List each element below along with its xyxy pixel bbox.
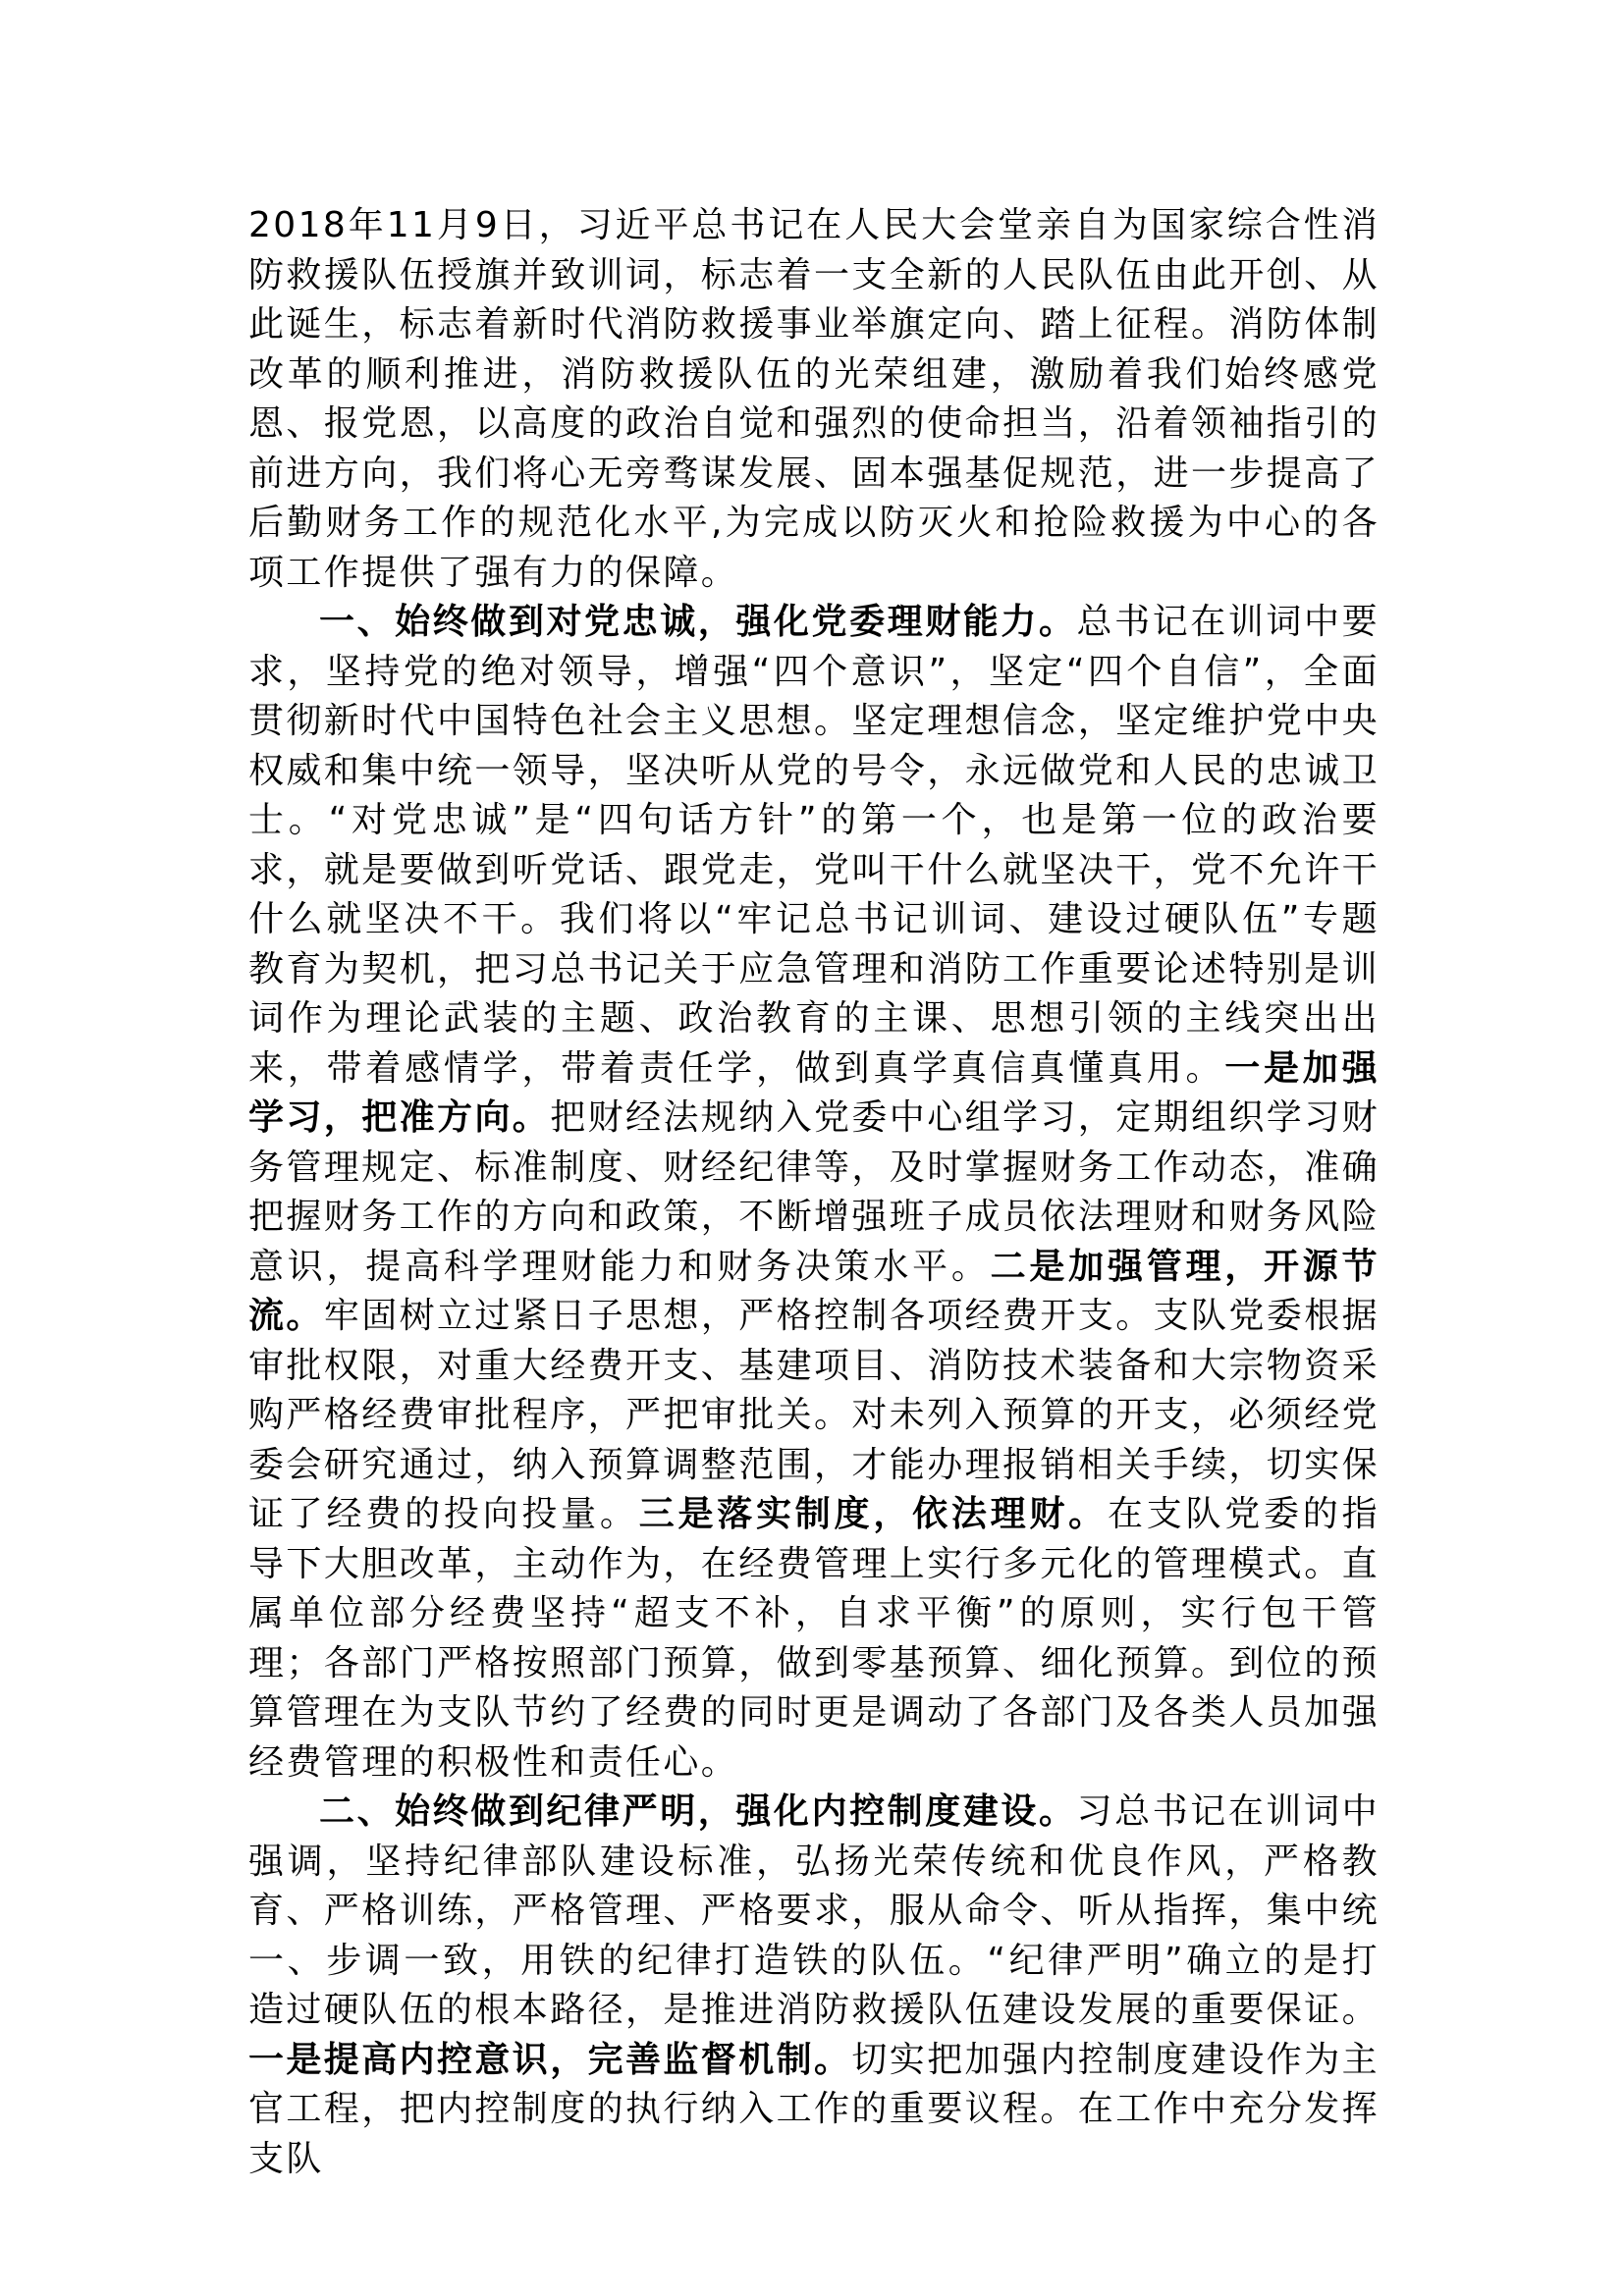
text-run: 把财经法规纳入党委中心组学习，定期组织学习财务管理规定、标准制度、财经纪律等，及时掌握财务工作动态，准确把握财务工作的方向和政策，不断增强班子成员依法理财和财务风险意识，提高科学理财能力和财务决策水平。 xyxy=(248,1097,1380,1287)
subpoint-heading: 三是落实制度，依法理财。 xyxy=(638,1494,1108,1534)
section-heading: 二、始终做到纪律严明，强化内控制度建设。 xyxy=(319,1791,1077,1832)
section-heading: 一、始终做到对党忠诚，强化党委理财能力。 xyxy=(319,602,1077,642)
text-run: 总书记在训词中要求，坚持党的绝对领导，增强“四个意识”，坚定“四个自信”，全面贯彻新时代中国特色社会主义思想。坚定理想信念，坚定维护党中央权威和集中统一领导，坚决听从党的号令，永远做党和人民的忠诚卫士。“对党忠诚”是“四句话方针”的第一个，也是第一位的政治要求，就是要做到听党话、跟党走，党叫干什么就坚决干，党不允许干什么就坚决不干。我们将以“牢记总书记训词、建设过硬队伍”专题教育为契机，把习总书记关于应急管理和消防工作重要论述特别是训词作为理论武装的主题、政治教育的主课、思想引领的主线突出出来，带着感情学，带着责任学，做到真学真信真懂真用。 xyxy=(248,602,1380,1089)
text-run: 切实把加强内控制度建设作为主官工程，把内控制度的执行纳入工作的重要议程。在工作中充分发挥支队 xyxy=(248,2039,1380,2179)
text-run: 在支队党委的指导下大胆改革，主动作为，在经费管理上实行多元化的管理模式。直属单位部分经费坚持“超支不补，自求平衡”的原则，实行包干管理；各部门严格按照部门预算，做到零基预算、细化预算。到位的预算管理在为支队节约了经费的同时更是调动了各部门及各类人员加强经费管理的积极性和责任心。 xyxy=(248,1494,1380,1783)
paragraph-section-2 xyxy=(248,1788,1380,2184)
subpoint-heading: 一是加强学习，把准方向。 xyxy=(248,1047,1380,1138)
text-run: 2018年11月9日，习近平总书记在人民大会堂亲自为国家综合性消防救援队伍授旗并致训词，标志着一支全新的人民队伍由此开创、从此诞生，标志着新时代消防救援事业举旗定向、踏上征程。消防体制改革的顺利推进，消防救援队伍的光荣组建，激励着我们始终感党恩、报党恩，以高度的政治自觉和强烈的使命担当，沿着领袖指引的前进方向，我们将心无旁骛谋发展、固本强基促规范，进一步提高了后勤财务工作的规范化水平,为完成以防灭火和抢险救援为中心的各项工作提供了强有力的保障。 xyxy=(248,205,1380,593)
text-run: 习总书记在训词中强调，坚持纪律部队建设标准，弘扬光荣传统和优良作风，严格教育、严格训练，严格管理、严格要求，服从命令、听从指挥，集中统一、步调一致，用铁的纪律打造铁的队伍。“纪律严明”确立的是打造过硬队伍的根本路径，是推进消防救援队伍建设发展的重要保证。 xyxy=(248,1791,1380,2030)
text-run: 牢固树立过紧日子思想，严格控制各项经费开支。支队党委根据审批权限，对重大经费开支、基建项目、消防技术装备和大宗物资采购严格经费审批程序，严把审批关。对未列入预算的开支，必须经党委会研究通过，纳入预算调整范围，才能办理报销相关手续，切实保证了经费的投向投量。 xyxy=(248,1296,1380,1534)
document-page xyxy=(248,201,1380,2184)
paragraph-section-1 xyxy=(248,598,1380,1788)
subpoint-heading: 一是提高内控意识，完善监督机制。 xyxy=(248,2039,852,2080)
subpoint-heading: 二是加强管理，开源节流。 xyxy=(248,1246,1380,1336)
paragraph-intro xyxy=(248,201,1380,598)
